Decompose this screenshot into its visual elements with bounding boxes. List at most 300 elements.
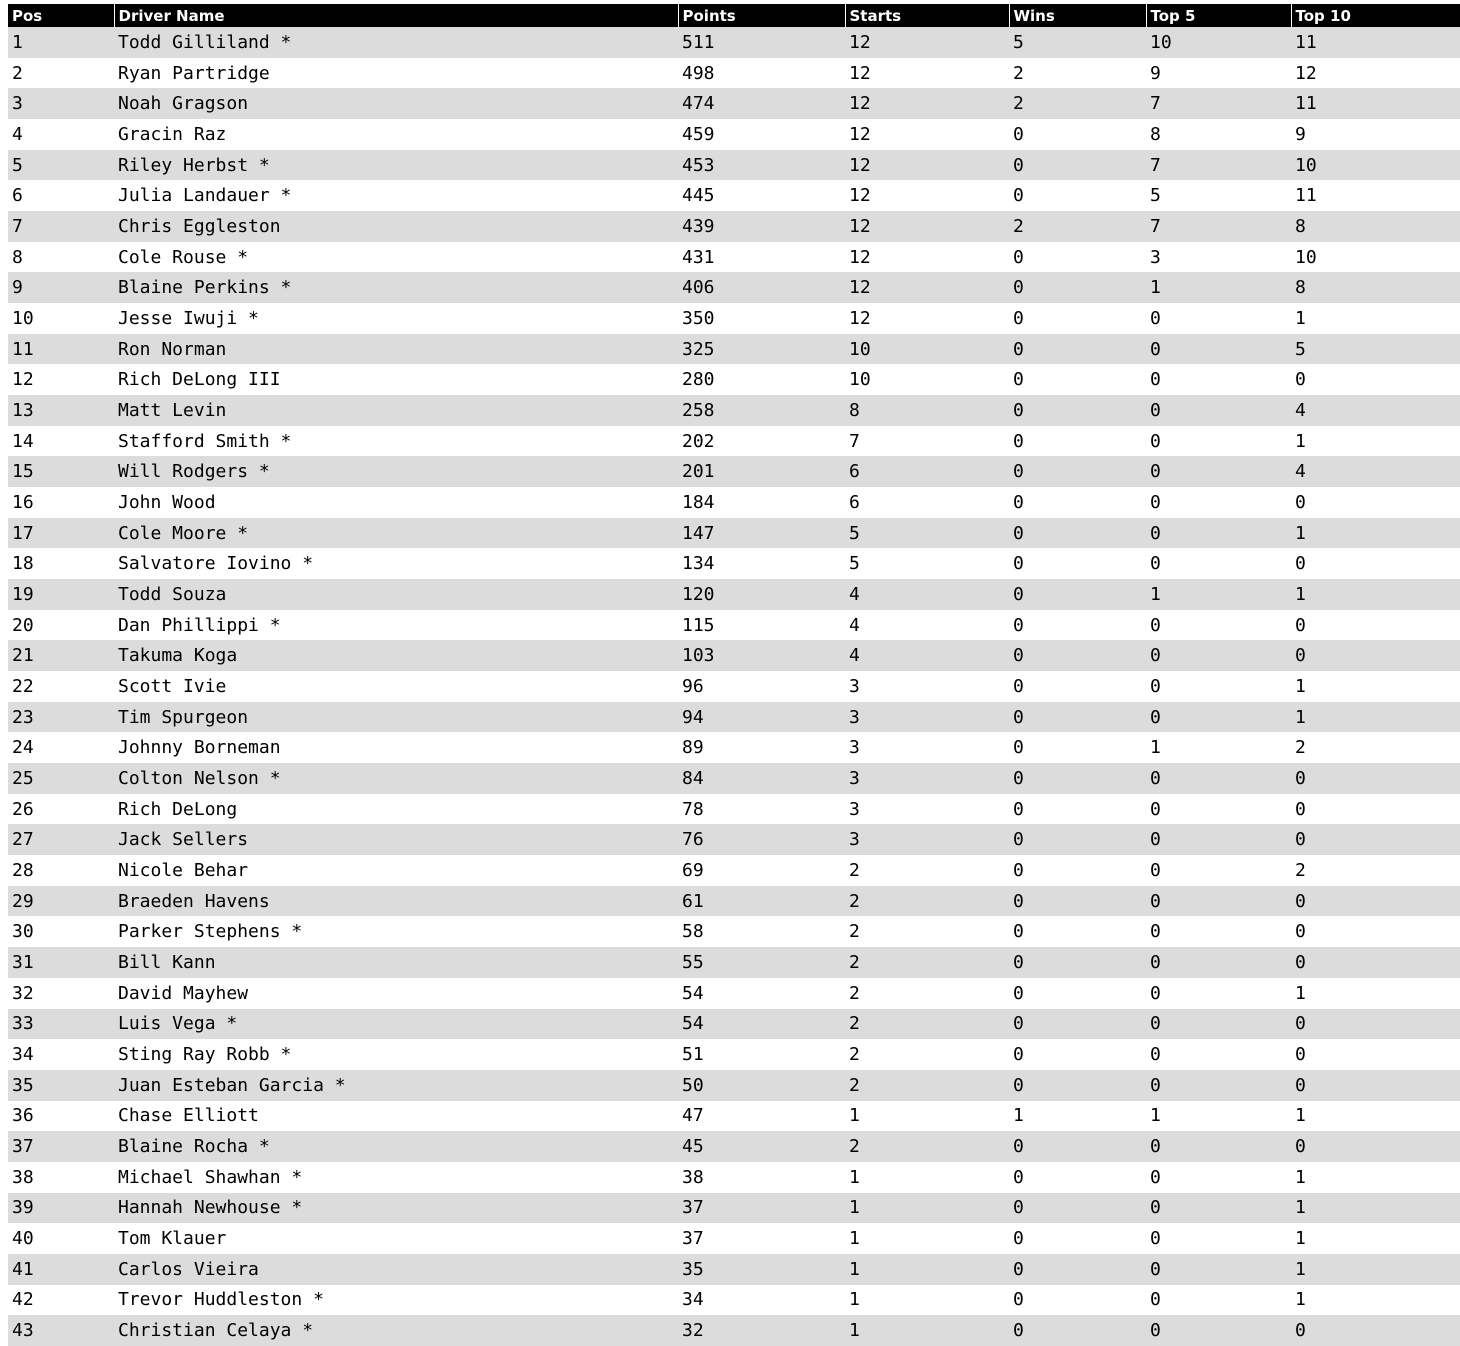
pos-cell: 27 [8,824,114,855]
top-5-cell: 0 [1146,303,1291,334]
driver-name-cell: Blaine Perkins * [114,272,678,303]
starts-cell: 2 [845,916,1009,947]
table-row [8,824,1460,855]
driver-name-cell: Sting Ray Robb * [114,1039,678,1070]
top-10-cell: 1 [1291,671,1460,702]
driver-name-cell: Ron Norman [114,334,678,365]
wins-cell: 1 [1009,1101,1146,1132]
wins-cell: 0 [1009,794,1146,825]
pos-cell: 37 [8,1131,114,1162]
points-cell: 147 [678,518,845,549]
top-5-cell: 5 [1146,180,1291,211]
points-cell: 280 [678,364,845,395]
table-header [8,4,1460,27]
driver-name-cell: Tim Spurgeon [114,702,678,733]
driver-name-cell: Braeden Havens [114,886,678,917]
driver-name-cell: Chris Eggleston [114,211,678,242]
driver-name-cell: Trevor Huddleston * [114,1285,678,1316]
pos-cell: 10 [8,303,114,334]
pos-cell: 11 [8,334,114,365]
wins-cell: 0 [1009,1193,1146,1224]
top-10-cell: 8 [1291,272,1460,303]
column-header-points[interactable]: Points [678,4,845,27]
table-row [8,426,1460,457]
driver-name-cell: Todd Gilliland * [114,27,678,58]
top-10-cell: 8 [1291,211,1460,242]
top-5-cell: 0 [1146,364,1291,395]
table-row [8,671,1460,702]
points-cell: 511 [678,27,845,58]
driver-name-cell: Todd Souza [114,579,678,610]
top-10-cell: 1 [1291,978,1460,1009]
table-row [8,794,1460,825]
top-10-cell: 0 [1291,947,1460,978]
top-5-cell: 0 [1146,640,1291,671]
wins-cell: 0 [1009,150,1146,181]
top-5-cell: 0 [1146,1193,1291,1224]
starts-cell: 2 [845,886,1009,917]
driver-name-cell: Gracin Raz [114,119,678,150]
table-row [8,272,1460,303]
top-5-cell: 0 [1146,978,1291,1009]
top-10-cell: 11 [1291,27,1460,58]
pos-cell: 42 [8,1285,114,1316]
top-5-cell: 0 [1146,1039,1291,1070]
wins-cell: 0 [1009,671,1146,702]
points-cell: 439 [678,211,845,242]
driver-name-cell: Jack Sellers [114,824,678,855]
top-10-cell: 1 [1291,303,1460,334]
pos-cell: 35 [8,1070,114,1101]
table-row [8,334,1460,365]
pos-cell: 34 [8,1039,114,1070]
wins-cell: 0 [1009,303,1146,334]
top-5-cell: 0 [1146,610,1291,641]
points-cell: 258 [678,395,845,426]
driver-name-cell: Luis Vega * [114,1009,678,1040]
top-5-cell: 0 [1146,824,1291,855]
starts-cell: 2 [845,947,1009,978]
table-row [8,180,1460,211]
top-10-cell: 0 [1291,487,1460,518]
driver-name-cell: Scott Ivie [114,671,678,702]
top-5-cell: 7 [1146,211,1291,242]
driver-name-cell: John Wood [114,487,678,518]
points-cell: 47 [678,1101,845,1132]
pos-cell: 28 [8,855,114,886]
starts-cell: 12 [845,303,1009,334]
pos-cell: 17 [8,518,114,549]
starts-cell: 12 [845,272,1009,303]
starts-cell: 2 [845,1009,1009,1040]
pos-cell: 20 [8,610,114,641]
top-10-cell: 12 [1291,58,1460,89]
top-10-cell: 1 [1291,518,1460,549]
points-cell: 202 [678,426,845,457]
starts-cell: 12 [845,180,1009,211]
driver-name-cell: Parker Stephens * [114,916,678,947]
top-5-cell: 0 [1146,487,1291,518]
points-cell: 431 [678,242,845,273]
starts-cell: 12 [845,150,1009,181]
pos-cell: 5 [8,150,114,181]
starts-cell: 5 [845,548,1009,579]
top-10-cell: 0 [1291,1039,1460,1070]
wins-cell: 5 [1009,27,1146,58]
top-10-cell: 1 [1291,1285,1460,1316]
pos-cell: 4 [8,119,114,150]
column-header-driver-name[interactable]: Driver Name [114,4,678,27]
top-5-cell: 0 [1146,671,1291,702]
table-row [8,242,1460,273]
wins-cell: 2 [1009,211,1146,242]
table-row [8,610,1460,641]
starts-cell: 12 [845,242,1009,273]
pos-cell: 3 [8,88,114,119]
top-5-cell: 0 [1146,886,1291,917]
points-cell: 453 [678,150,845,181]
top-10-cell: 1 [1291,426,1460,457]
top-5-cell: 0 [1146,1162,1291,1193]
wins-cell: 0 [1009,1039,1146,1070]
wins-cell: 0 [1009,886,1146,917]
wins-cell: 0 [1009,1070,1146,1101]
wins-cell: 0 [1009,456,1146,487]
top-10-cell: 10 [1291,242,1460,273]
top-5-cell: 0 [1146,1009,1291,1040]
driver-name-cell: Cole Moore * [114,518,678,549]
table-row [8,1101,1460,1132]
starts-cell: 12 [845,211,1009,242]
starts-cell: 3 [845,671,1009,702]
pos-cell: 7 [8,211,114,242]
driver-name-cell: Carlos Vieira [114,1254,678,1285]
wins-cell: 0 [1009,916,1146,947]
points-cell: 89 [678,732,845,763]
driver-name-cell: Stafford Smith * [114,426,678,457]
top-5-cell: 0 [1146,1315,1291,1346]
pos-cell: 15 [8,456,114,487]
wins-cell: 0 [1009,272,1146,303]
starts-cell: 2 [845,1039,1009,1070]
top-10-cell: 1 [1291,1193,1460,1224]
driver-name-cell: Chase Elliott [114,1101,678,1132]
column-header-wins[interactable]: Wins [1009,4,1146,27]
driver-name-cell: Takuma Koga [114,640,678,671]
points-cell: 34 [678,1285,845,1316]
driver-name-cell: Will Rodgers * [114,456,678,487]
points-cell: 94 [678,702,845,733]
table-row [8,1223,1460,1254]
table-row [8,303,1460,334]
table-row [8,1070,1460,1101]
points-cell: 474 [678,88,845,119]
wins-cell: 0 [1009,640,1146,671]
table-row [8,1039,1460,1070]
top-10-cell: 0 [1291,364,1460,395]
starts-cell: 2 [845,1131,1009,1162]
pos-cell: 31 [8,947,114,978]
table-row [8,27,1460,58]
wins-cell: 0 [1009,732,1146,763]
starts-cell: 1 [845,1285,1009,1316]
top-10-cell: 1 [1291,1254,1460,1285]
top-5-cell: 1 [1146,272,1291,303]
pos-cell: 24 [8,732,114,763]
top-10-cell: 4 [1291,395,1460,426]
pos-cell: 6 [8,180,114,211]
driver-name-cell: Julia Landauer * [114,180,678,211]
starts-cell: 12 [845,58,1009,89]
top-5-cell: 0 [1146,947,1291,978]
starts-cell: 3 [845,702,1009,733]
wins-cell: 0 [1009,1315,1146,1346]
points-cell: 78 [678,794,845,825]
top-10-cell: 4 [1291,456,1460,487]
table-row [8,150,1460,181]
starts-cell: 3 [845,763,1009,794]
top-5-cell: 1 [1146,579,1291,610]
starts-cell: 6 [845,456,1009,487]
points-cell: 84 [678,763,845,794]
top-10-cell: 2 [1291,732,1460,763]
pos-cell: 2 [8,58,114,89]
driver-name-cell: Cole Rouse * [114,242,678,273]
pos-cell: 8 [8,242,114,273]
pos-cell: 16 [8,487,114,518]
table-row [8,640,1460,671]
wins-cell: 0 [1009,610,1146,641]
top-10-cell: 0 [1291,640,1460,671]
pos-cell: 22 [8,671,114,702]
top-5-cell: 9 [1146,58,1291,89]
points-cell: 51 [678,1039,845,1070]
table-row [8,579,1460,610]
pos-cell: 21 [8,640,114,671]
top-5-cell: 0 [1146,794,1291,825]
points-cell: 37 [678,1223,845,1254]
starts-cell: 1 [845,1315,1009,1346]
pos-cell: 40 [8,1223,114,1254]
top-10-cell: 0 [1291,1009,1460,1040]
wins-cell: 2 [1009,58,1146,89]
starts-cell: 3 [845,824,1009,855]
pos-cell: 18 [8,548,114,579]
starts-cell: 8 [845,395,1009,426]
driver-name-cell: Michael Shawhan * [114,1162,678,1193]
table-row [8,548,1460,579]
top-5-cell: 0 [1146,426,1291,457]
starts-cell: 10 [845,334,1009,365]
wins-cell: 0 [1009,1009,1146,1040]
points-cell: 54 [678,978,845,1009]
starts-cell: 2 [845,855,1009,886]
starts-cell: 1 [845,1193,1009,1224]
top-5-cell: 0 [1146,916,1291,947]
starts-cell: 12 [845,27,1009,58]
wins-cell: 0 [1009,579,1146,610]
table-row [8,211,1460,242]
top-10-cell: 0 [1291,1070,1460,1101]
column-header-top-5[interactable]: Top 5 [1146,4,1291,27]
driver-name-cell: Matt Levin [114,395,678,426]
wins-cell: 0 [1009,1131,1146,1162]
wins-cell: 0 [1009,824,1146,855]
wins-cell: 0 [1009,855,1146,886]
driver-name-cell: Salvatore Iovino * [114,548,678,579]
top-10-cell: 0 [1291,886,1460,917]
table-row [8,978,1460,1009]
top-10-cell: 0 [1291,610,1460,641]
wins-cell: 0 [1009,395,1146,426]
driver-name-cell: Riley Herbst * [114,150,678,181]
top-10-cell: 0 [1291,548,1460,579]
driver-name-cell: Christian Celaya * [114,1315,678,1346]
points-cell: 35 [678,1254,845,1285]
table-row [8,58,1460,89]
top-10-cell: 9 [1291,119,1460,150]
wins-cell: 0 [1009,487,1146,518]
top-5-cell: 0 [1146,1285,1291,1316]
top-5-cell: 7 [1146,150,1291,181]
top-5-cell: 10 [1146,27,1291,58]
starts-cell: 3 [845,732,1009,763]
pos-cell: 30 [8,916,114,947]
driver-name-cell: Rich DeLong [114,794,678,825]
points-cell: 120 [678,579,845,610]
table-row [8,855,1460,886]
wins-cell: 0 [1009,518,1146,549]
driver-name-cell: Tom Klauer [114,1223,678,1254]
points-cell: 459 [678,119,845,150]
table-row [8,732,1460,763]
column-header-top-10[interactable]: Top 10 [1291,4,1460,27]
wins-cell: 0 [1009,426,1146,457]
table-row [8,916,1460,947]
starts-cell: 1 [845,1162,1009,1193]
points-cell: 32 [678,1315,845,1346]
points-cell: 58 [678,916,845,947]
wins-cell: 0 [1009,947,1146,978]
top-10-cell: 1 [1291,1162,1460,1193]
table-body [8,27,1460,1346]
top-5-cell: 0 [1146,395,1291,426]
points-cell: 115 [678,610,845,641]
points-cell: 37 [678,1193,845,1224]
driver-name-cell: Hannah Newhouse * [114,1193,678,1224]
wins-cell: 2 [1009,88,1146,119]
points-cell: 350 [678,303,845,334]
pos-cell: 19 [8,579,114,610]
starts-cell: 4 [845,579,1009,610]
pos-cell: 29 [8,886,114,917]
top-5-cell: 3 [1146,242,1291,273]
driver-name-cell: Nicole Behar [114,855,678,886]
starts-cell: 4 [845,610,1009,641]
top-10-cell: 5 [1291,334,1460,365]
table-row [8,763,1460,794]
wins-cell: 0 [1009,334,1146,365]
wins-cell: 0 [1009,119,1146,150]
column-header-pos[interactable]: Pos [8,4,114,27]
top-5-cell: 0 [1146,763,1291,794]
top-5-cell: 0 [1146,1070,1291,1101]
top-10-cell: 0 [1291,916,1460,947]
pos-cell: 26 [8,794,114,825]
driver-name-cell: Dan Phillippi * [114,610,678,641]
driver-name-cell: David Mayhew [114,978,678,1009]
wins-cell: 0 [1009,763,1146,794]
table-row [8,1162,1460,1193]
driver-name-cell: Johnny Borneman [114,732,678,763]
table-row [8,1131,1460,1162]
points-cell: 406 [678,272,845,303]
pos-cell: 23 [8,702,114,733]
table-row [8,1315,1460,1346]
pos-cell: 33 [8,1009,114,1040]
top-5-cell: 7 [1146,88,1291,119]
points-cell: 61 [678,886,845,917]
points-cell: 445 [678,180,845,211]
driver-name-cell: Bill Kann [114,947,678,978]
starts-cell: 12 [845,88,1009,119]
top-10-cell: 0 [1291,794,1460,825]
starts-cell: 4 [845,640,1009,671]
top-5-cell: 0 [1146,334,1291,365]
starts-cell: 1 [845,1254,1009,1285]
top-10-cell: 11 [1291,88,1460,119]
driver-name-cell: Noah Gragson [114,88,678,119]
top-5-cell: 0 [1146,1254,1291,1285]
top-10-cell: 1 [1291,1101,1460,1132]
points-cell: 54 [678,1009,845,1040]
top-10-cell: 1 [1291,579,1460,610]
pos-cell: 13 [8,395,114,426]
pos-cell: 32 [8,978,114,1009]
points-cell: 103 [678,640,845,671]
points-cell: 69 [678,855,845,886]
top-5-cell: 1 [1146,1101,1291,1132]
top-5-cell: 0 [1146,855,1291,886]
table-row [8,119,1460,150]
wins-cell: 0 [1009,548,1146,579]
starts-cell: 1 [845,1101,1009,1132]
top-10-cell: 0 [1291,1315,1460,1346]
points-cell: 50 [678,1070,845,1101]
starts-cell: 2 [845,978,1009,1009]
pos-cell: 43 [8,1315,114,1346]
driver-name-cell: Colton Nelson * [114,763,678,794]
table-row [8,487,1460,518]
top-5-cell: 1 [1146,732,1291,763]
wins-cell: 0 [1009,364,1146,395]
driver-name-cell: Ryan Partridge [114,58,678,89]
points-cell: 134 [678,548,845,579]
points-cell: 201 [678,456,845,487]
top-10-cell: 0 [1291,1131,1460,1162]
driver-name-cell: Blaine Rocha * [114,1131,678,1162]
table-row [8,364,1460,395]
pos-cell: 25 [8,763,114,794]
table-row [8,1009,1460,1040]
pos-cell: 9 [8,272,114,303]
column-header-starts[interactable]: Starts [845,4,1009,27]
top-5-cell: 0 [1146,1131,1291,1162]
points-cell: 45 [678,1131,845,1162]
wins-cell: 0 [1009,1254,1146,1285]
points-cell: 76 [678,824,845,855]
wins-cell: 0 [1009,242,1146,273]
